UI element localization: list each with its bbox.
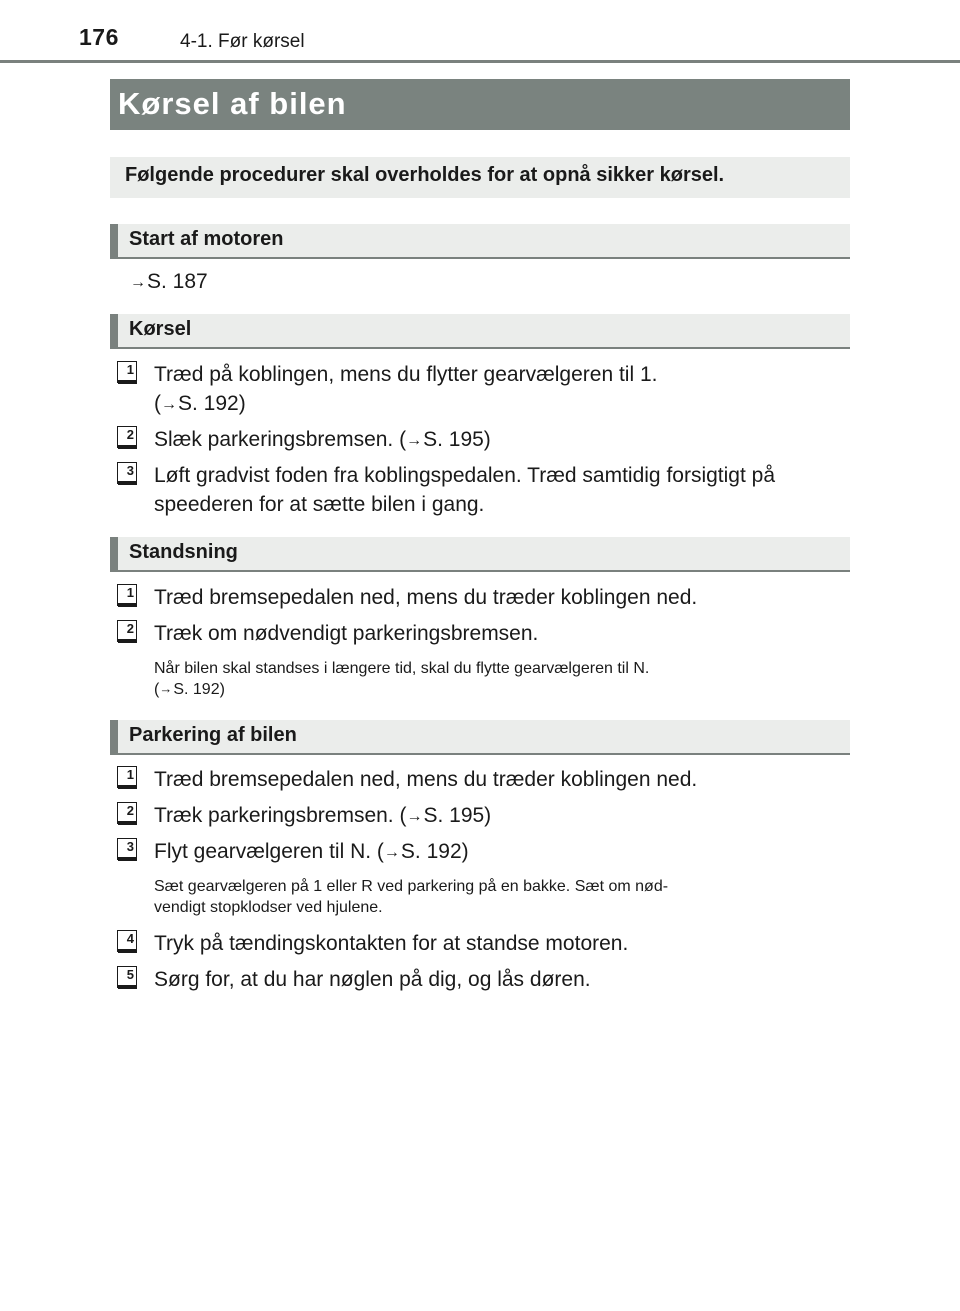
step-number-badge: 2 [117, 620, 137, 642]
page-header [0, 0, 960, 64]
step-number-badge: 1 [117, 584, 137, 606]
section-heading-stopping [110, 537, 850, 572]
step-number-badge: 3 [117, 838, 137, 860]
step-line [154, 389, 854, 420]
paren: ( [154, 392, 161, 415]
step-text [154, 360, 854, 420]
step-text: Træd bremsepedalen ned, mens du træder koblingen ned. [154, 768, 698, 791]
page-reference-link[interactable]: S. 195) [423, 428, 491, 451]
step-text [154, 425, 854, 456]
section-heading-label: Parkering af bilen [129, 724, 297, 746]
step-line: speederen for at sætte bilen i gang. [154, 493, 485, 516]
page-title-bar [110, 79, 850, 130]
step-number-badge: 3 [117, 462, 137, 484]
section-heading-label: Start af motoren [129, 228, 284, 250]
step-text [154, 461, 854, 519]
step-text [154, 837, 854, 868]
note-line: vendigt stopklodser ved hjulene. [154, 899, 383, 916]
page-reference-link[interactable]: S. 192) [178, 392, 246, 415]
note-line [154, 679, 842, 700]
step-line: Løft gradvist foden fra koblingspedalen. Træd samtidig forsigtigt på [154, 464, 775, 487]
step-line: Flyt gearvælgeren til N. ( [154, 840, 384, 863]
arrow-icon: → [406, 808, 423, 825]
step-number-badge: 4 [117, 930, 137, 952]
section-heading-label: Kørsel [129, 318, 192, 340]
page-title: Kørsel af bilen [118, 86, 347, 121]
step-number-badge: 5 [117, 966, 137, 988]
reference-text: S. 187 [147, 270, 208, 293]
note-text [154, 658, 842, 700]
section-heading-label: Standsning [129, 541, 238, 563]
step-number-badge: 2 [117, 426, 137, 448]
step-text: Sørg for, at du har nøglen på dig, og lås døren. [154, 968, 591, 991]
page-reference-link[interactable] [130, 270, 208, 294]
page-reference-link[interactable]: S. 192) [400, 840, 469, 863]
arrow-icon: → [159, 681, 173, 696]
note-line: Sæt gearvælgeren på 1 eller R ved parkering på en bakke. Sæt om nød- [154, 878, 669, 895]
page-reference-link[interactable]: S. 195) [423, 804, 492, 827]
step-line: Slæk parkeringsbremsen. ( [154, 428, 407, 451]
header-divider [0, 60, 960, 63]
arrow-icon: → [406, 432, 423, 449]
step-number-badge: 2 [117, 802, 137, 824]
step-text: Træk om nødvendigt parkeringsbremsen. [154, 622, 539, 645]
note-text [154, 876, 842, 918]
step-number-badge: 1 [117, 766, 137, 788]
step-number-badge: 1 [117, 361, 137, 383]
section-heading-start-engine [110, 224, 850, 259]
step-line: Træd på koblingen, mens du flytter gearvælgeren til 1. [154, 363, 658, 386]
step-text: Træd bremsepedalen ned, mens du træder koblingen ned. [154, 586, 698, 609]
intro-box [110, 157, 850, 198]
step-line: Træk parkeringsbremsen. ( [154, 804, 407, 827]
page-number: 176 [79, 24, 119, 50]
step-text: Tryk på tændingskontakten for at standse motoren. [154, 932, 629, 955]
arrow-icon: → [383, 844, 400, 861]
section-heading-parking [110, 720, 850, 755]
page-reference-link[interactable]: S. 192) [173, 681, 225, 698]
paren: ( [154, 681, 160, 698]
intro-text: Følgende procedurer skal overholdes for at opnå sikker kørsel. [125, 164, 725, 186]
note-line: Når bilen skal standses i længere tid, skal du flytte gearvælgeren til N. [154, 660, 650, 677]
arrow-icon: → [130, 274, 146, 291]
chapter-label: 4-1. Før kørsel [180, 31, 305, 52]
arrow-icon: → [161, 396, 177, 413]
step-text [154, 801, 854, 832]
section-heading-driving [110, 314, 850, 349]
